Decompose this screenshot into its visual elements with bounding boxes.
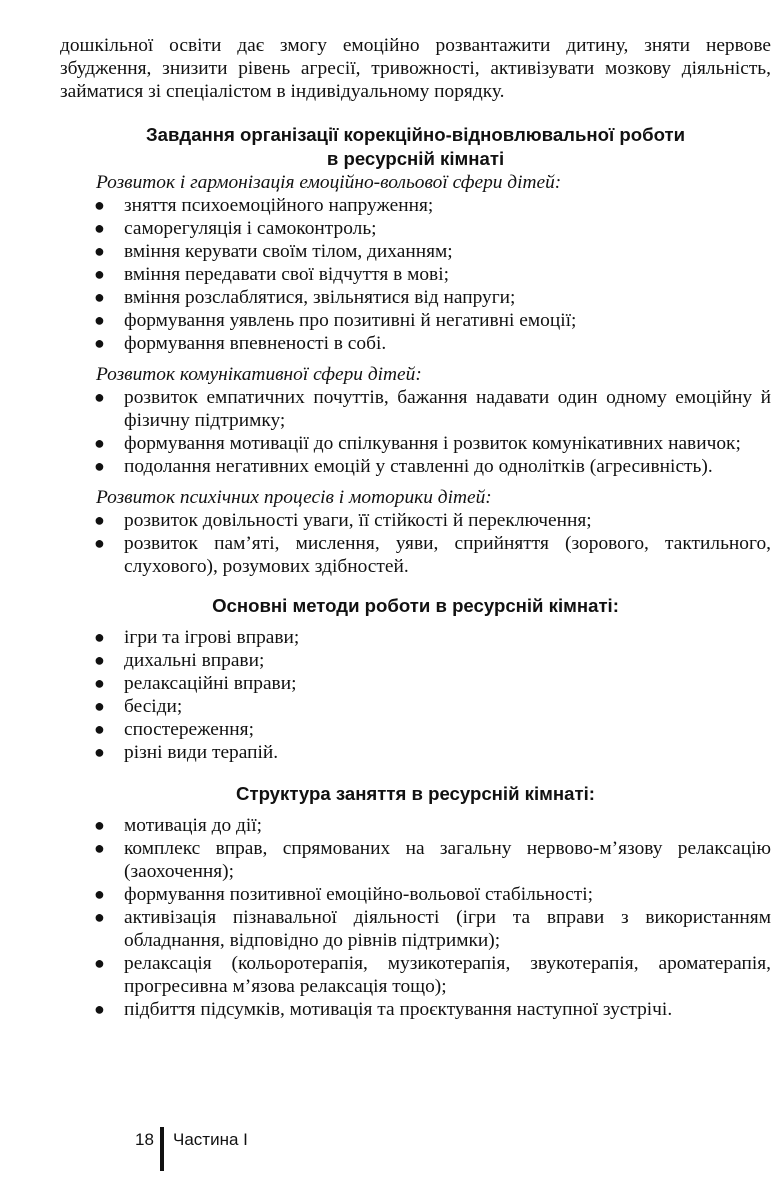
- list-item-text: подолання негативних емоцій у ставленні до однолітків (агресивність).: [124, 456, 713, 477]
- bullet-list: [60, 626, 771, 764]
- page-content: [60, 34, 771, 1021]
- list-item-text: формування позитивної емоційно-вольової стабільності;: [124, 884, 594, 905]
- list-item-text: розвиток пам’яті, мислення, уяви, сприйняття (зорового, тактильного, слухового), розумових здібностей.: [124, 533, 771, 577]
- list-item-text: формування впевненості в собі.: [124, 333, 387, 354]
- bullet-icon: ●: [94, 838, 105, 858]
- list-item: [60, 695, 771, 718]
- bullet-list: [60, 194, 771, 355]
- bullet-icon: ●: [94, 627, 105, 647]
- bullet-icon: ●: [94, 456, 105, 476]
- section-heading-methods: Основні методи роботи в ресурсній кімнаті:: [212, 595, 619, 616]
- bullet-icon: ●: [94, 650, 105, 670]
- bullet-list: [60, 509, 771, 578]
- section-heading-structure: Структура заняття в ресурсній кімнаті:: [236, 783, 595, 804]
- list-item: [60, 718, 771, 741]
- bullet-list: [60, 814, 771, 1021]
- page-number: 18: [135, 1130, 154, 1149]
- list-item: [60, 509, 771, 532]
- list-item: [60, 309, 771, 332]
- list-item: [60, 432, 771, 455]
- bullet-icon: ●: [94, 815, 105, 835]
- list-item-text: мотивація до дії;: [124, 815, 263, 836]
- list-item: [60, 263, 771, 286]
- list-item: [60, 386, 771, 432]
- list-item-text: саморегуляція і самоконтроль;: [124, 218, 377, 239]
- list-item-text: ігри та ігрові вправи;: [124, 627, 300, 648]
- list-item: [60, 286, 771, 309]
- list-item: [60, 240, 771, 263]
- bullet-list: [60, 386, 771, 478]
- list-item: [60, 906, 771, 952]
- list-item: [60, 883, 771, 906]
- bullet-icon: ●: [94, 719, 105, 739]
- list-item-text: формування мотивації до спілкування і розвиток комунікативних навичок;: [124, 433, 741, 454]
- list-item-text: спостереження;: [124, 719, 254, 740]
- list-item: [60, 194, 771, 217]
- bullet-icon: ●: [94, 673, 105, 693]
- part-label: Частина I: [173, 1130, 248, 1149]
- bullet-icon: ●: [94, 907, 105, 927]
- bullet-icon: ●: [94, 195, 105, 215]
- list-item-text: вміння керувати своїм тілом, диханням;: [124, 241, 453, 262]
- bullet-icon: ●: [94, 333, 105, 353]
- list-item: [60, 672, 771, 695]
- footer-divider: [160, 1127, 164, 1171]
- list-item-text: підбиття підсумків, мотивація та проєктування наступної зустрічі.: [124, 999, 673, 1020]
- list-item-text: активізація пізнавальної діяльності (ігри та вправи з використанням обладнання, відповідно до рівнів підтримки);: [124, 907, 771, 951]
- list-item: [60, 741, 771, 764]
- list-item: [60, 952, 771, 998]
- list-item: [60, 217, 771, 240]
- list-item: [60, 837, 771, 883]
- bullet-icon: ●: [94, 218, 105, 238]
- list-item-text: бесіди;: [124, 696, 183, 717]
- list-item: [60, 649, 771, 672]
- subsection-title: Розвиток психічних процесів і моторики дітей:: [96, 487, 492, 508]
- list-item-text: розвиток емпатичних почуттів, бажання надавати один одному емоційну й фізичну підтримку;: [124, 387, 771, 431]
- bullet-icon: ●: [94, 953, 105, 973]
- section-heading-tasks: [60, 123, 771, 171]
- bullet-icon: ●: [94, 510, 105, 530]
- subsection-title: Розвиток комунікативної сфери дітей:: [96, 364, 422, 385]
- list-item: [60, 814, 771, 837]
- bullet-icon: ●: [94, 287, 105, 307]
- list-item-text: релаксаційні вправи;: [124, 673, 297, 694]
- list-item: [60, 626, 771, 649]
- section-heading-line: Завдання організації корекційно-відновлювальної роботи: [145, 124, 686, 145]
- list-item-text: релаксація (кольоротерапія, музикотерапія, звукотерапія, ароматерапія, прогресивна м’язова релаксація тощо);: [124, 953, 771, 997]
- list-item-text: зняття психоемоційного напруження;: [124, 195, 434, 216]
- list-item-text: дихальні вправи;: [124, 650, 265, 671]
- list-item-text: вміння розслаблятися, звільнятися від напруги;: [124, 287, 516, 308]
- bullet-icon: ●: [94, 696, 105, 716]
- list-item-text: розвиток довільності уваги, її стійкості й переключення;: [124, 510, 592, 531]
- list-item-text: комплекс вправ, спрямованих на загальну нервово-м’язову релаксацію (заохочення);: [124, 838, 771, 882]
- bullet-icon: ●: [94, 310, 105, 330]
- section-heading-line: в ресурсній кімнаті: [326, 148, 505, 169]
- list-item-text: вміння передавати свої відчуття в мові;: [124, 264, 449, 285]
- bullet-icon: ●: [94, 884, 105, 904]
- bullet-icon: ●: [94, 533, 105, 553]
- bullet-icon: ●: [94, 433, 105, 453]
- bullet-icon: ●: [94, 264, 105, 284]
- intro-paragraph: дошкільної освіти дає змогу емоційно розвантажити дитину, зняти нервове збудження, знизити рівень агресії, тривожності, активізувати мозкову діяльність, займатися зі спеціалістом в індивідуальному порядку.: [60, 35, 771, 102]
- bullet-icon: ●: [94, 241, 105, 261]
- bullet-icon: ●: [94, 999, 105, 1019]
- list-item-text: формування уявлень про позитивні й негативні емоції;: [124, 310, 577, 331]
- bullet-icon: ●: [94, 387, 105, 407]
- list-item: [60, 532, 771, 578]
- list-item: [60, 455, 771, 478]
- subsection-title: Розвиток і гармонізація емоційно-вольової сфери дітей:: [96, 172, 562, 193]
- bullet-icon: ●: [94, 742, 105, 762]
- list-item: [60, 998, 771, 1021]
- list-item-text: різні види терапій.: [124, 742, 279, 763]
- list-item: [60, 332, 771, 355]
